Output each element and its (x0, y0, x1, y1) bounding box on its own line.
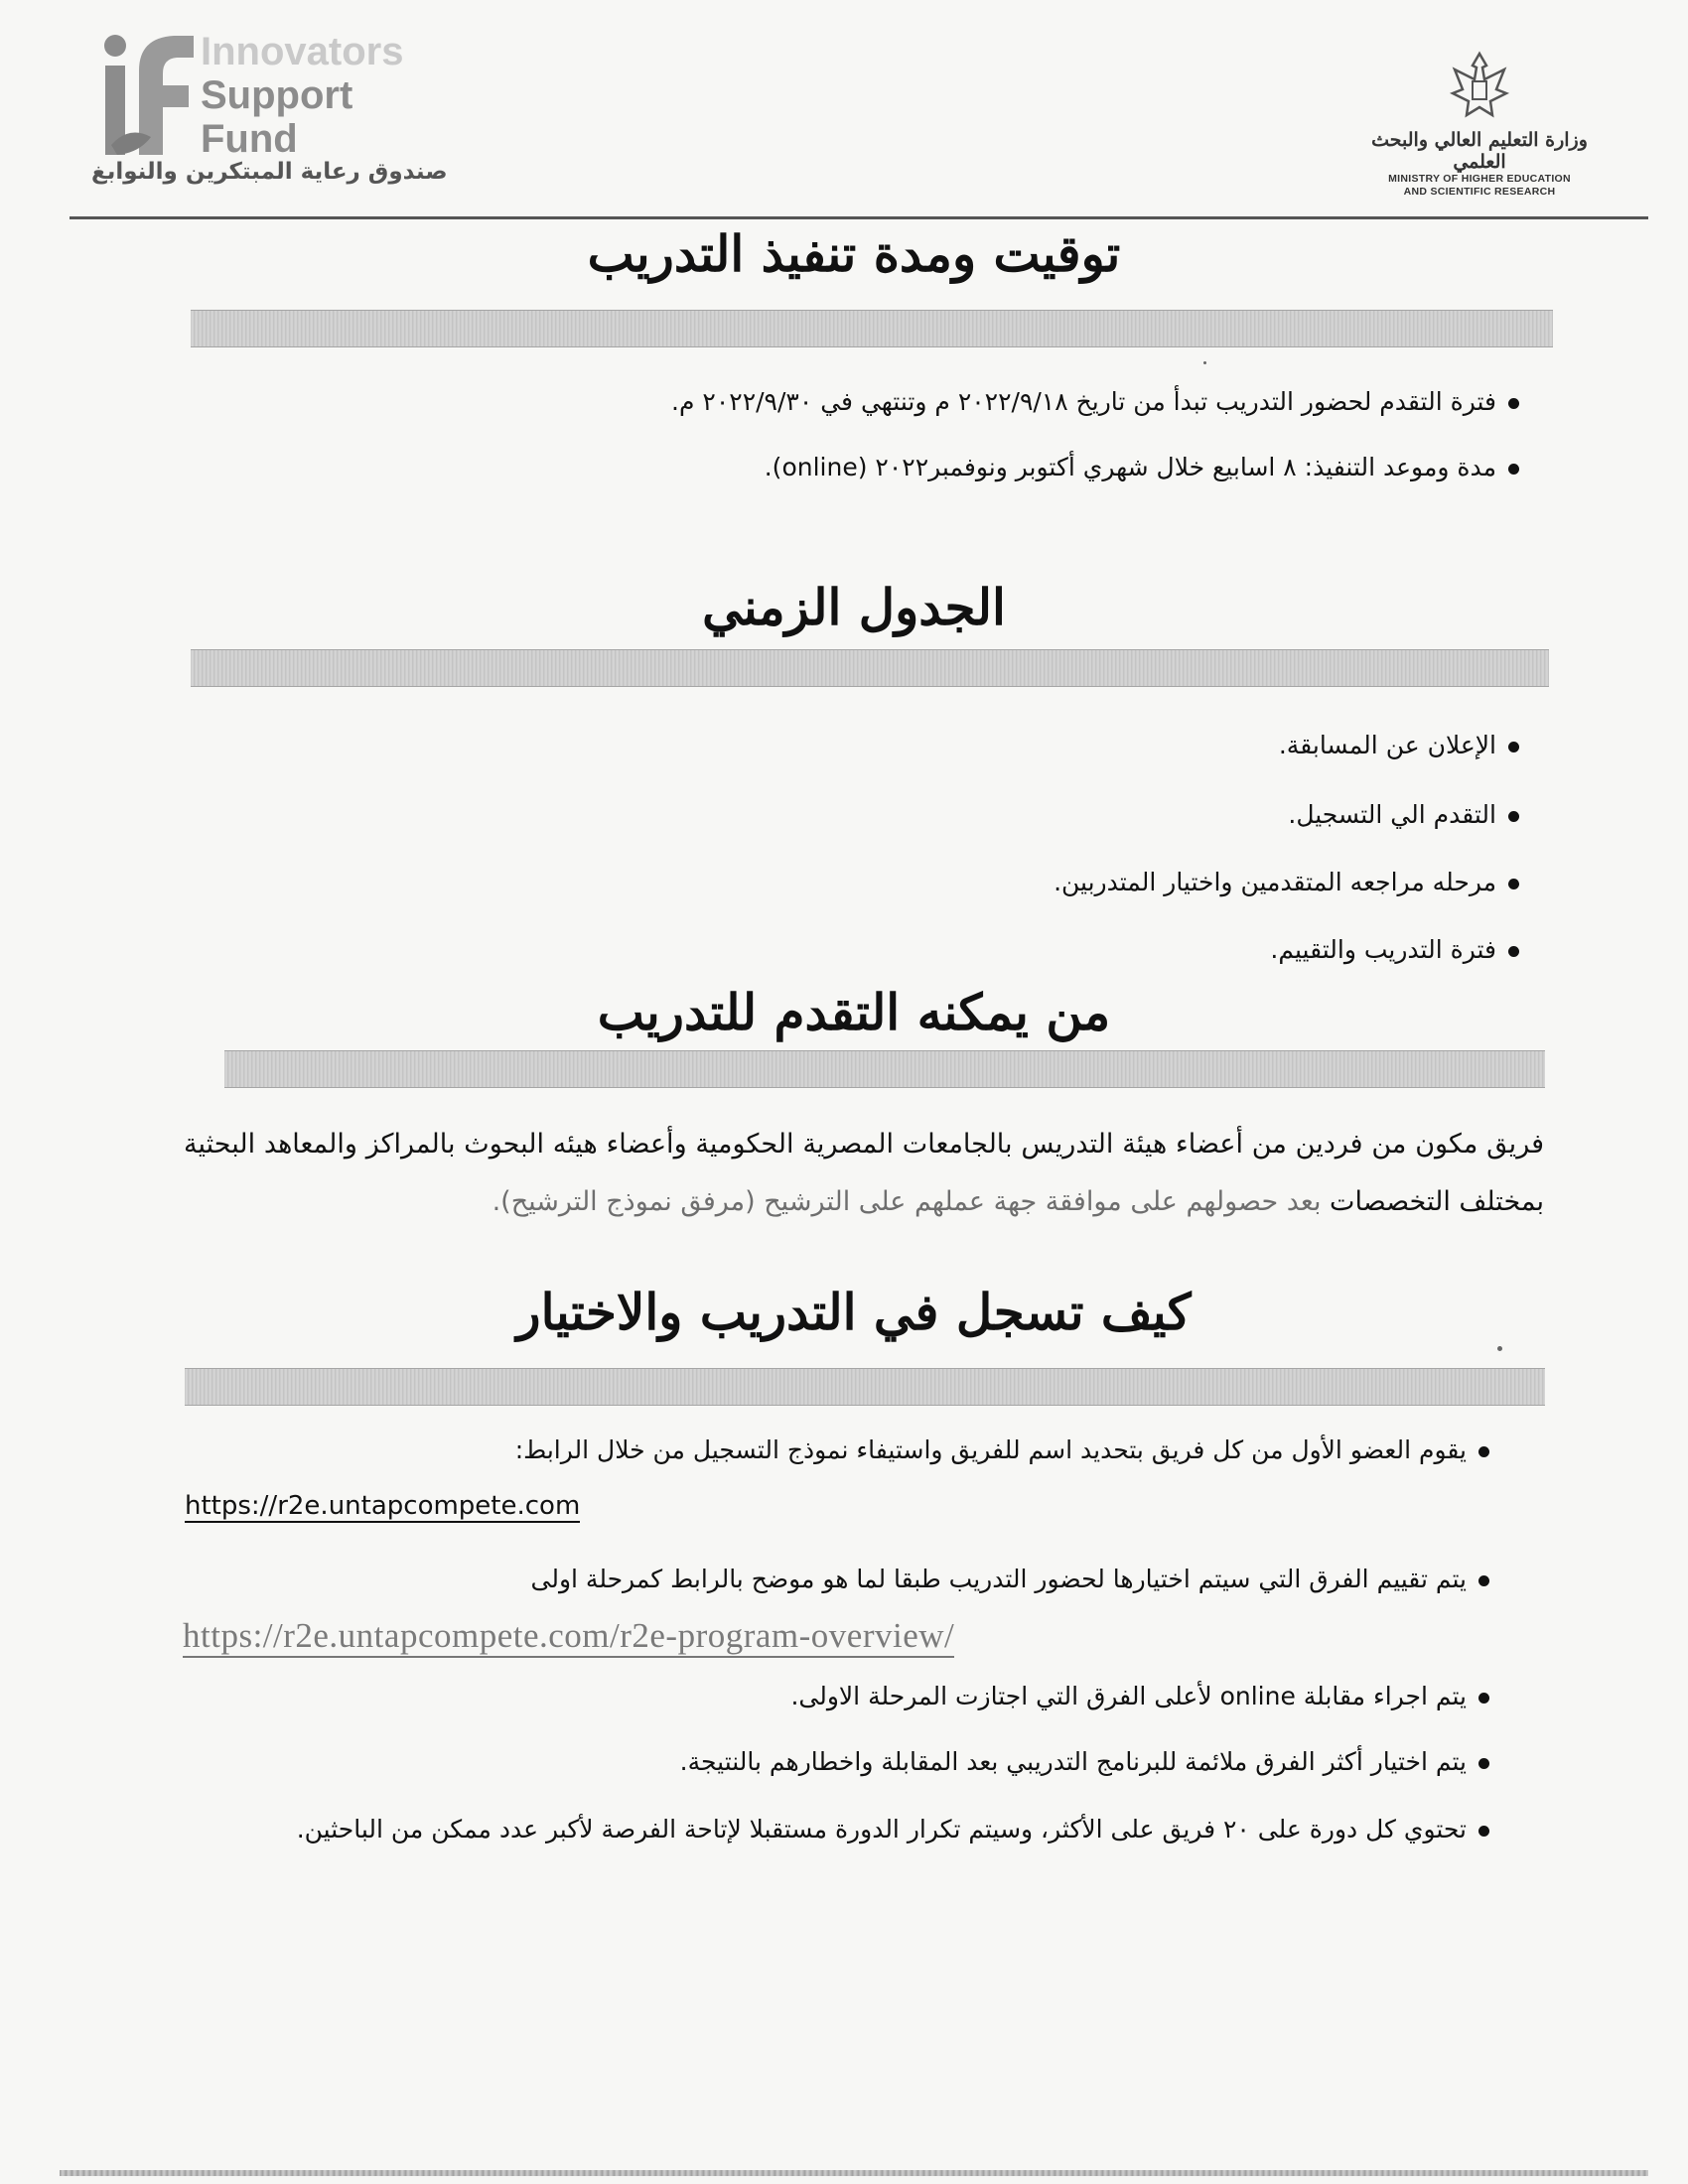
bullet-icon (1478, 1575, 1489, 1586)
ministry-name-arabic: وزارة التعليم العالي والبحث العلمي (1371, 129, 1588, 173)
eligibility-paragraph (184, 1116, 1544, 1231)
timing-bullet-2-text: مدة وموعد التنفيذ: ٨ اسابيع خلال شهري أكتوبر ونوفمبر٢٠٢٢ (online). (764, 453, 1496, 481)
eligibility-paragraph-light: بعد حصولهم على موافقة جهة عملهم على الترشيح (مرفق نموذج الترشيح). (492, 1186, 1322, 1217)
ministry-name-english-line2: AND SCIENTIFIC RESEARCH (1403, 186, 1556, 198)
registration-bullet-3-text: يتم اجراء مقابلة online لأعلى الفرق التي اجتازت المرحلة الاولى. (790, 1682, 1467, 1710)
timing-heading: توقيت ومدة تنفيذ التدريب (587, 224, 1121, 283)
bullet-icon (1508, 398, 1519, 409)
bullet-icon (1478, 1826, 1489, 1837)
registration-bullet-3 (790, 1682, 1489, 1710)
eligibility-heading: من يمكنه التقدم للتدريب (597, 983, 1111, 1041)
registration-bullet-2-text: يتم تقييم الفرق التي سيتم اختيارها لحضور التدريب طبقا لما هو موضح بالرابط كمرحلة اولى (530, 1565, 1467, 1593)
ministry-name-english-line1: MINISTRY OF HIGHER EDUCATION (1388, 173, 1571, 185)
registration-link[interactable]: https://r2e.untapcompete.com (185, 1491, 581, 1521)
isf-logo-line2: Support (201, 73, 353, 117)
bullet-icon (1478, 1693, 1489, 1704)
isf-logo-text (201, 30, 403, 161)
registration-bullet-5-text: تحتوي كل دورة على ٢٠ فريق على الأكثر، وسيتم تكرار الدورة مستقبلا لإتاحة الفرصة لأكبر عدد ممكن من الباحثين. (296, 1815, 1467, 1843)
schedule-bullet-3 (1054, 868, 1519, 896)
bullet-icon (1508, 811, 1519, 822)
isf-logo-mark (99, 26, 199, 165)
bullet-icon (1508, 742, 1519, 752)
bullet-icon (1478, 1758, 1489, 1769)
isf-logo-arabic: صندوق رعاية المبتكرين والنوابغ (91, 159, 448, 185)
schedule-bullet-1 (1279, 731, 1519, 759)
schedule-heading-bar (191, 649, 1549, 687)
bullet-icon (1508, 464, 1519, 475)
eagle-emblem-icon (1445, 50, 1514, 121)
timing-bullet-1-text: فترة التقدم لحضور التدريب تبدأ من تاريخ ٢٠٢٢/٩/١٨ م وتنتهي في ٢٠٢٢/٩/٣٠ م. (671, 387, 1496, 416)
schedule-bullet-2 (1288, 800, 1519, 829)
registration-bullet-5 (297, 1815, 1489, 1843)
isf-logo-line1: Innovators (201, 30, 404, 73)
timing-heading-bar (191, 310, 1553, 347)
registration-bullet-4-text: يتم اختيار أكثر الفرق ملائمة للبرنامج التدريبي بعد المقابلة واخطارهم بالنتيجة. (679, 1747, 1467, 1776)
registration-bullet-4 (680, 1747, 1489, 1776)
eligibility-heading-bar (224, 1050, 1545, 1088)
timing-bullet-1 (671, 387, 1519, 416)
registration-bullet-1-text: يقوم العضو الأول من كل فريق بتحديد اسم للفريق واستيفاء نموذج التسجيل من خلال الرابط: (514, 1435, 1467, 1464)
bullet-icon (1478, 1446, 1489, 1457)
registration-bullet-1 (515, 1435, 1489, 1464)
registration-heading-bar (185, 1368, 1545, 1406)
program-overview-link[interactable]: https://r2e.untapcompete.com/r2e-program-overview/ (183, 1616, 954, 1658)
registration-heading: كيف تسجل في التدريب والاختيار (516, 1283, 1192, 1341)
bullet-icon (1508, 946, 1519, 957)
isf-logo-line3: Fund (201, 117, 298, 161)
timing-bullet-2 (765, 453, 1519, 481)
eligibility-paragraph-main: فريق مكون من فردين من أعضاء هيئة التدريس بالجامعات المصرية الحكومية وأعضاء هيئه البحوث بالمراكز والمعاهد البحثية بمختلف التخصصات (184, 1129, 1544, 1217)
header-divider (70, 216, 1648, 219)
schedule-bullet-4-text: فترة التدريب والتقييم. (1270, 935, 1496, 964)
bullet-icon (1508, 879, 1519, 889)
scan-speck (1203, 361, 1206, 364)
schedule-bullet-4 (1270, 935, 1519, 964)
registration-bullet-2 (531, 1565, 1490, 1593)
scan-speck (1497, 1346, 1502, 1351)
schedule-bullet-1-text: الإعلان عن المسابقة. (1278, 731, 1496, 759)
footer-divider (60, 2170, 1648, 2176)
schedule-bullet-2-text: التقدم الي التسجيل. (1288, 800, 1496, 829)
schedule-heading: الجدول الزمني (702, 578, 1006, 636)
ministry-logo (1360, 50, 1599, 208)
schedule-bullet-3-text: مرحله مراجعه المتقدمين واختيار المتدربين. (1054, 868, 1496, 896)
